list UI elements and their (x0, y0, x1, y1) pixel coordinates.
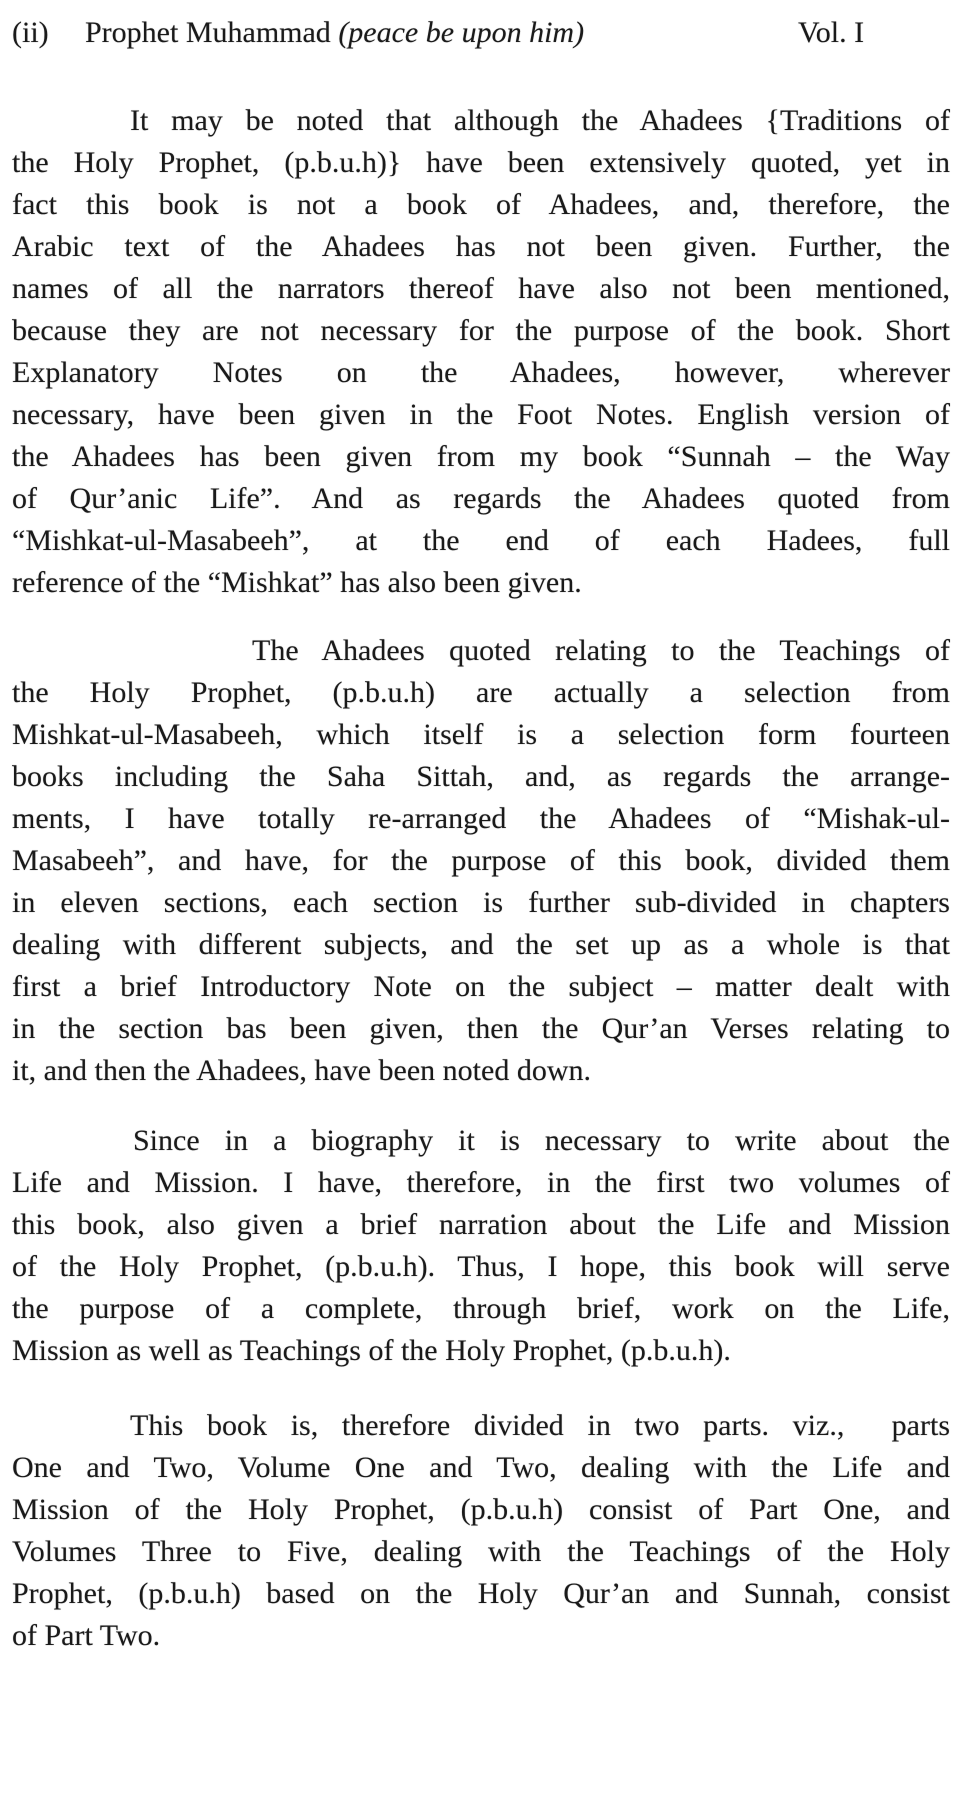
text-line: because they are not necessary for the purpose of the book. Short (12, 314, 950, 347)
text-line: This book is, therefore divided in two parts. viz., parts (130, 1409, 950, 1442)
text-line: Explanatory Notes on the Ahadees, however, wherever (12, 356, 950, 389)
text-line: reference of the “Mishkat” has also been given. (12, 566, 582, 599)
text-line: in eleven sections, each section is further sub-divided in chapters (12, 886, 950, 919)
text-line: books including the Saha Sittah, and, as regards the arrange- (12, 760, 950, 793)
text-line: Masabeeh”, and have, for the purpose of this book, divided them (12, 844, 950, 877)
list-item-marker: (ii) (12, 16, 49, 49)
page-header (12, 12, 950, 54)
text-line: this book, also given a brief narration about the Life and Mission (12, 1208, 950, 1241)
volume-label: Vol. I (798, 16, 865, 49)
text-line: of the Holy Prophet, (p.b.u.h). Thus, I hope, this book will serve (12, 1250, 950, 1283)
page-body (12, 100, 950, 1657)
paragraph-1 (12, 100, 950, 604)
text-line: names of all the narrators thereof have also not been mentioned, (12, 272, 950, 305)
text-line: Mishkat-ul-Masabeeh, which itself is a selection form fourteen (12, 718, 950, 751)
text-line: the Ahadees has been given from my book “Sunnah – the Way (12, 440, 950, 473)
text-line: ments, I have totally re-arranged the Ahadees of “Mishak-ul- (12, 802, 950, 835)
text-line: Life and Mission. I have, therefore, in the first two volumes of (12, 1166, 950, 1199)
text-line: the purpose of a complete, through brief, work on the Life, (12, 1292, 950, 1325)
text-line: of Part Two. (12, 1619, 161, 1652)
text-line: “Mishkat-ul-Masabeeh”, at the end of each Hadees, full (12, 524, 950, 557)
text-line: the Holy Prophet, (p.b.u.h) are actually a selection from (12, 676, 950, 709)
text-line: It may be noted that although the Ahadees {Traditions of (130, 104, 950, 137)
text-line: it, and then the Ahadees, have been noted down. (12, 1054, 591, 1087)
paragraph-2 (12, 630, 950, 1092)
text-line: One and Two, Volume One and Two, dealing with the Life and (12, 1451, 950, 1484)
text-line: dealing with different subjects, and the set up as a whole is that (12, 928, 950, 961)
text-line: the Holy Prophet, (p.b.u.h)} have been extensively quoted, yet in (12, 146, 950, 179)
text-line: Mission as well as Teachings of the Holy Prophet, (p.b.u.h). (12, 1334, 731, 1367)
paragraph-3 (12, 1120, 950, 1372)
text-line: fact this book is not a book of Ahadees, and, therefore, the (12, 188, 950, 221)
text-line: Mission of the Holy Prophet, (p.b.u.h) consist of Part One, and (12, 1493, 950, 1526)
text-line: of Qur’anic Life”. And as regards the Ahadees quoted from (12, 482, 950, 515)
text-line: necessary, have been given in the Foot Notes. English version of (12, 398, 950, 431)
book-title: Prophet Muhammad (85, 16, 339, 49)
text-line: The Ahadees quoted relating to the Teachings of (252, 634, 950, 667)
paragraph-4 (12, 1405, 950, 1657)
text-line: first a brief Introductory Note on the subject – matter dealt with (12, 970, 950, 1003)
text-line: Prophet, (p.b.u.h) based on the Holy Qur’an and Sunnah, consist (12, 1577, 950, 1610)
text-line: Since in a biography it is necessary to write about the (133, 1124, 950, 1157)
text-line: Arabic text of the Ahadees has not been given. Further, the (12, 230, 950, 263)
text-line: in the section bas been given, then the Qur’an Verses relating to (12, 1012, 950, 1045)
book-title-honorific: (peace be upon him) (338, 16, 585, 49)
text-line: Volumes Three to Five, dealing with the Teachings of the Holy (12, 1535, 950, 1568)
